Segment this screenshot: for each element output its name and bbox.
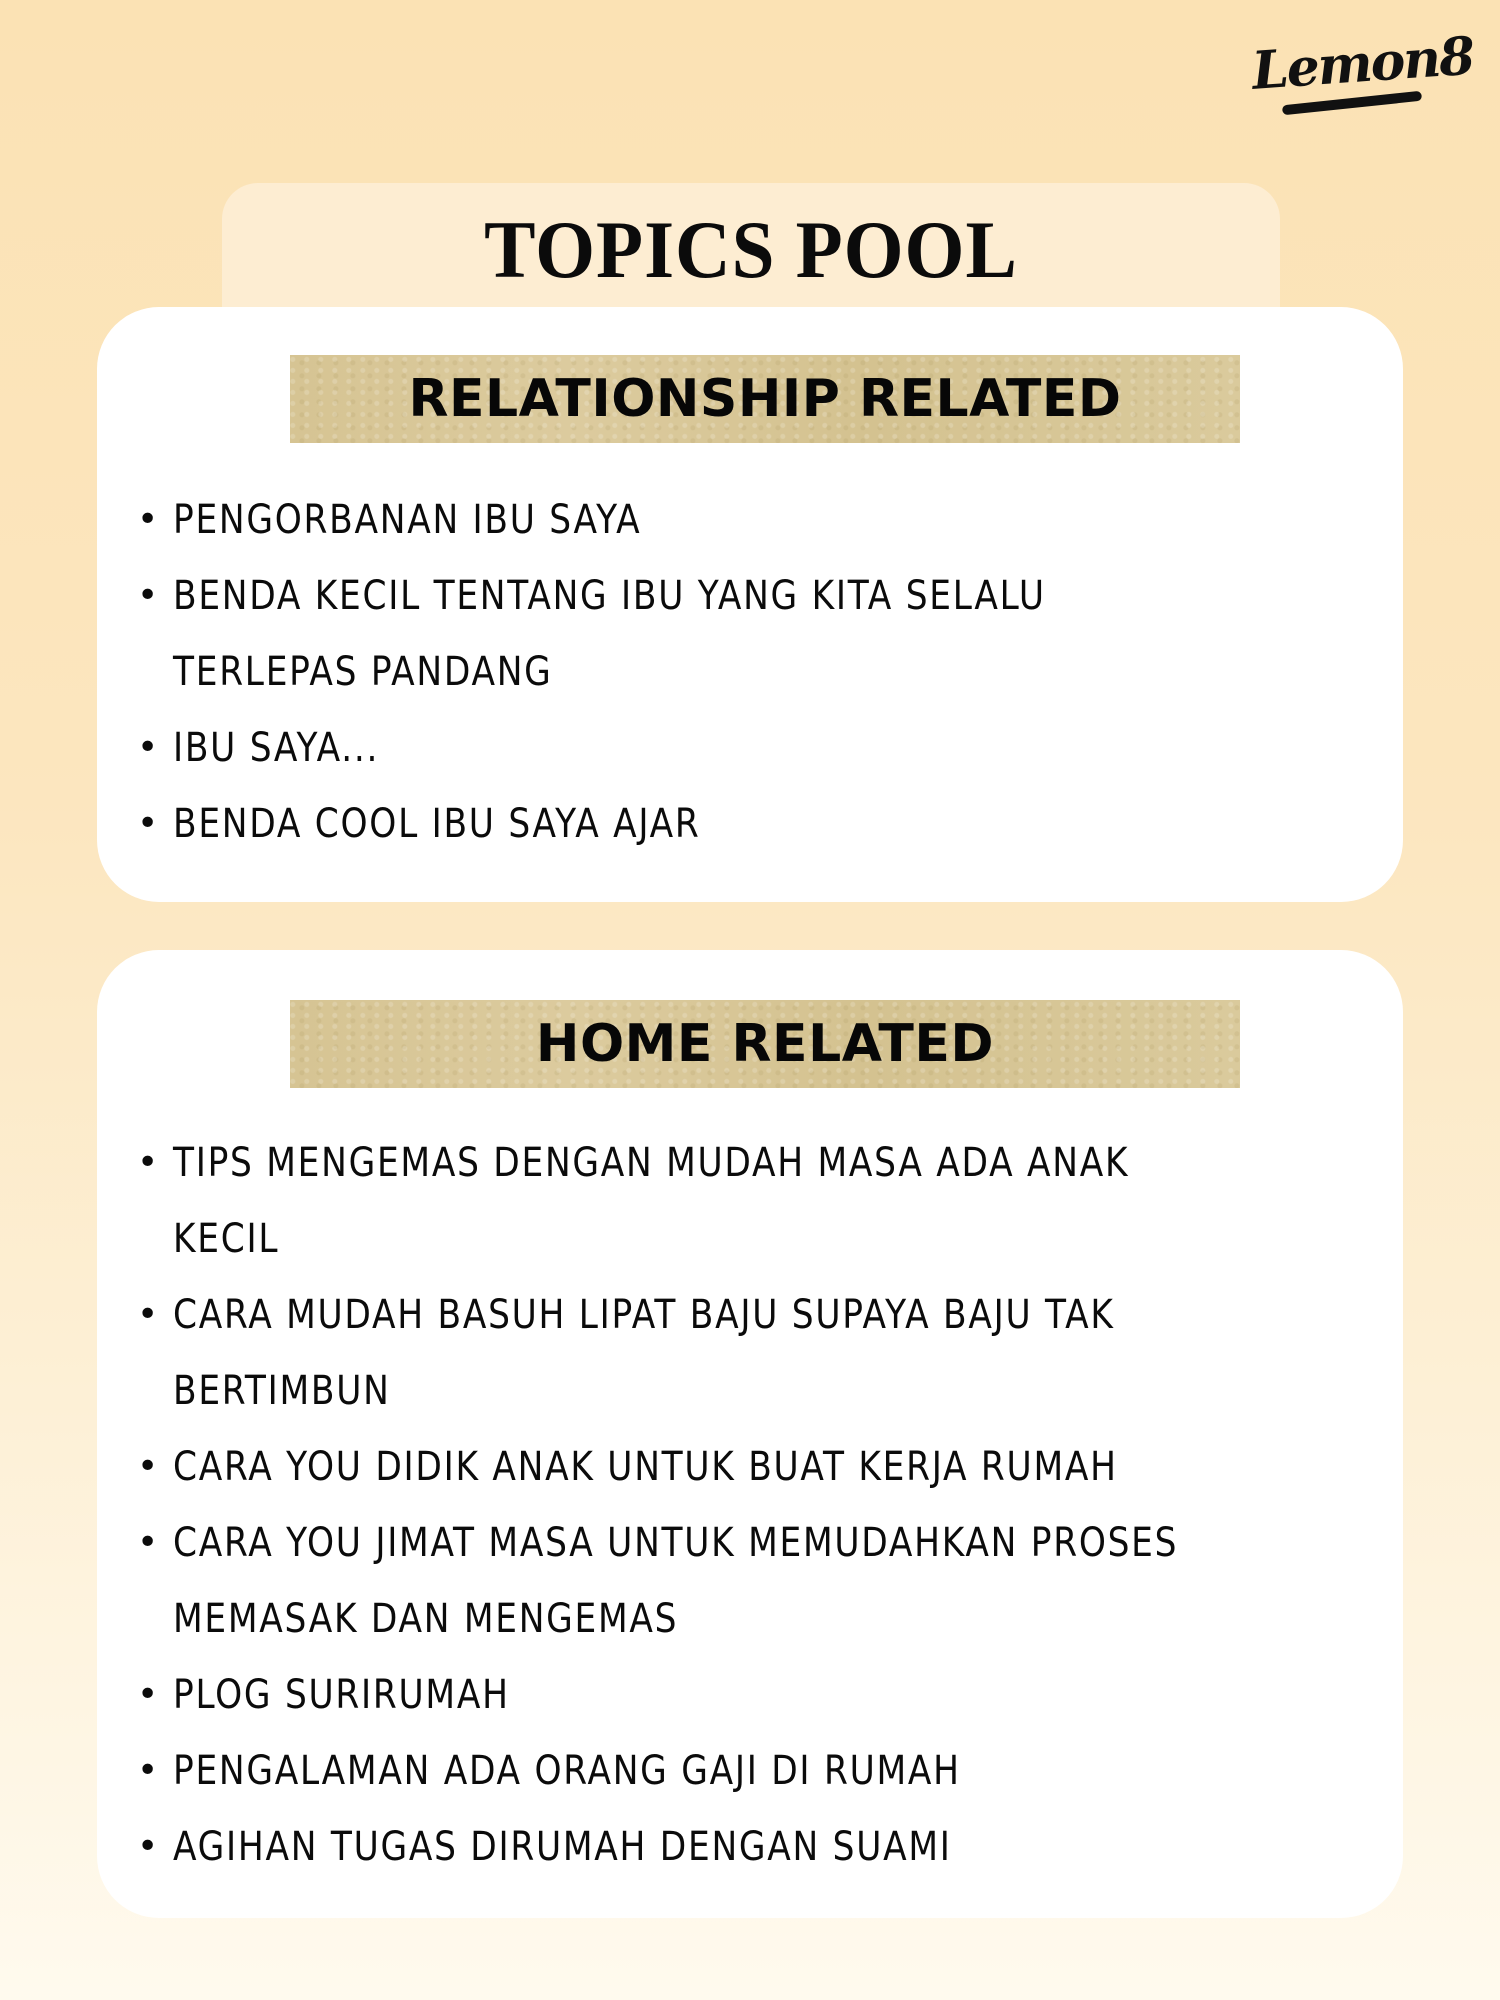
topic-text: AGIHAN TUGAS DIRUMAH DENGAN SUAMI [173, 1824, 952, 1870]
page-title: TOPICS POOL [484, 204, 1018, 295]
topic-text: TIPS MENGEMAS DENGAN MUDAH MASA ADA ANAK [173, 1140, 1130, 1186]
topic-text: CARA MUDAH BASUH LIPAT BAJU SUPAYA BAJU TAK [173, 1292, 1115, 1338]
section-card-relationship [97, 307, 1403, 902]
logo-wordmark: Lemon8 [1250, 25, 1476, 102]
topic-text: PLOG SURIRUMAH [173, 1672, 510, 1718]
topic-list [137, 482, 1383, 862]
topic-text: IBU SAYA... [173, 725, 380, 771]
list-item [137, 786, 1383, 862]
list-item [137, 1429, 1383, 1505]
list-item [137, 482, 1383, 558]
section-heading: HOME RELATED [535, 1014, 995, 1074]
section-card-home [97, 950, 1403, 1918]
list-item [137, 558, 1383, 710]
topic-text: CARA YOU JIMAT MASA UNTUK MEMUDAHKAN PROSES [173, 1520, 1179, 1566]
list-item [137, 1809, 1383, 1885]
topic-text-continued: BERTIMBUN [173, 1368, 391, 1414]
bullet-icon: • [137, 499, 161, 540]
topic-text: BENDA KECIL TENTANG IBU YANG KITA SELALU [173, 573, 1046, 619]
bullet-icon: • [137, 1674, 161, 1715]
section-label-tape [290, 1000, 1240, 1088]
list-item [137, 1657, 1383, 1733]
bullet-icon: • [137, 575, 161, 616]
list-item [137, 1733, 1383, 1809]
topic-text: CARA YOU DIDIK ANAK UNTUK BUAT KERJA RUMAH [173, 1444, 1118, 1490]
bullet-icon: • [137, 803, 161, 844]
topic-text: PENGALAMAN ADA ORANG GAJI DI RUMAH [173, 1748, 961, 1794]
bullet-icon: • [137, 1142, 161, 1183]
list-item [137, 1125, 1383, 1277]
bullet-icon: • [137, 1750, 161, 1791]
section-heading: RELATIONSHIP RELATED [408, 369, 1122, 429]
bullet-icon: • [137, 727, 161, 768]
title-banner [222, 183, 1280, 307]
bullet-icon: • [137, 1294, 161, 1335]
topic-text: PENGORBANAN IBU SAYA [173, 497, 642, 543]
list-item [137, 1505, 1383, 1657]
topic-text-continued: TERLEPAS PANDANG [173, 649, 553, 695]
topic-text-continued: MEMASAK DAN MENGEMAS [173, 1596, 679, 1642]
bullet-icon: • [137, 1522, 161, 1563]
topic-text-continued: KECIL [173, 1216, 280, 1262]
section-label-tape [290, 355, 1240, 443]
bullet-icon: • [137, 1446, 161, 1487]
bullet-icon: • [137, 1826, 161, 1867]
list-item [137, 710, 1383, 786]
topic-list [137, 1125, 1383, 1885]
lemon8-logo [1250, 25, 1476, 120]
topic-text: BENDA COOL IBU SAYA AJAR [173, 801, 701, 847]
list-item [137, 1277, 1383, 1429]
